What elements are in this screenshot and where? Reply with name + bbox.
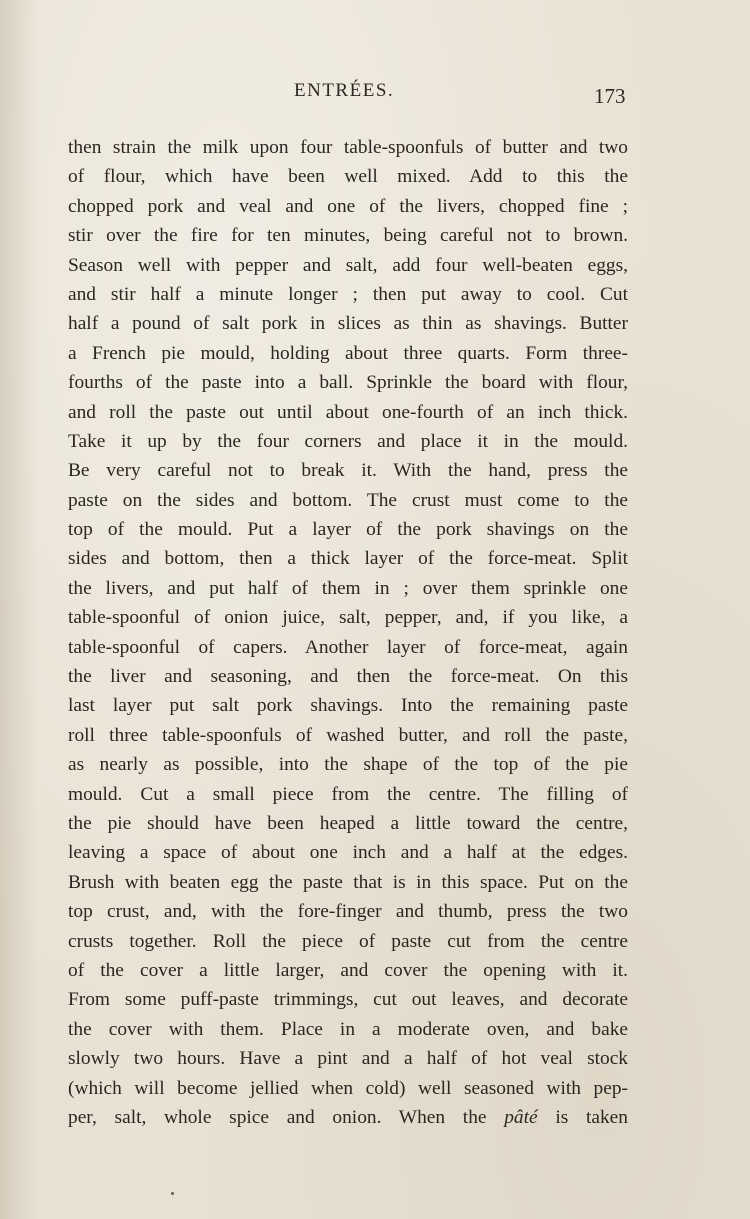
page-number: 173 <box>594 84 626 108</box>
text-line: crusts together. Roll the piece of paste cut from the centre <box>68 930 628 952</box>
text-line: top crust, and, with the fore-finger and thumb, press the two <box>68 901 628 923</box>
text-line: of the cover a little larger, and cover the opening with it. <box>68 959 628 981</box>
running-title: ENTRÉES. <box>294 80 395 101</box>
text-line-last <box>68 1103 628 1132</box>
text-line: mould. Cut a small piece from the centre. The filling of <box>68 783 628 805</box>
paper-speck <box>171 1192 174 1195</box>
text-line: table-spoonful of onion juice, salt, pepper, and, if you like, a <box>68 607 628 629</box>
text-line: the livers, and put half of them in ; over them sprinkle one <box>68 577 628 599</box>
text-line: as nearly as possible, into the shape of the top of the pie <box>68 754 628 776</box>
text-line: roll three table-spoonfuls of washed butter, and roll the paste, <box>68 724 628 746</box>
running-head <box>68 80 630 110</box>
text-line-last-after: is taken <box>555 1106 628 1128</box>
text-line: the pie should have been heaped a little toward the centre, <box>68 812 628 834</box>
text-line: of flour, which have been well mixed. Add to this the <box>68 166 628 188</box>
text-line: stir over the fire for ten minutes, being careful not to brown. <box>68 225 628 247</box>
text-line: slowly two hours. Have a pint and a half of hot veal stock <box>68 1048 628 1070</box>
text-line: From some puff-paste trimmings, cut out leaves, and decorate <box>68 989 628 1011</box>
text-line: Take it up by the four corners and place it in the mould. <box>68 430 628 452</box>
text-line: paste on the sides and bottom. The crust must come to the <box>68 489 628 511</box>
text-line: and stir half a minute longer ; then put away to cool. Cut <box>68 283 628 305</box>
text-line: a French pie mould, holding about three quarts. Form three- <box>68 342 628 364</box>
text-line: Season well with pepper and salt, add four well-beaten eggs, <box>68 254 628 276</box>
text-line: (which will become jellied when cold) well seasoned with pep- <box>68 1077 628 1099</box>
text-line: half a pound of salt pork in slices as thin as shavings. Butter <box>68 313 628 335</box>
text-line: Brush with beaten egg the paste that is in this space. Put on the <box>68 871 628 893</box>
body-text <box>68 133 628 1132</box>
text-line: the cover with them. Place in a moderate oven, and bake <box>68 1018 628 1040</box>
text-line: the liver and seasoning, and then the force-meat. On this <box>68 666 628 688</box>
text-line: leaving a space of about one inch and a half at the edges. <box>68 842 628 864</box>
text-line: top of the mould. Put a layer of the pork shavings on the <box>68 519 628 541</box>
text-line: Be very careful not to break it. With the hand, press the <box>68 460 628 482</box>
italic-term: pâté <box>504 1106 538 1128</box>
text-line-last-before: per, salt, whole spice and onion. When the <box>68 1106 487 1128</box>
text-line: sides and bottom, then a thick layer of the force-meat. Split <box>68 548 628 570</box>
text-line: fourths of the paste into a ball. Sprinkle the board with flour, <box>68 372 628 394</box>
text-line: and roll the paste out until about one-fourth of an inch thick. <box>68 401 628 423</box>
text-line: chopped pork and veal and one of the livers, chopped fine ; <box>68 195 628 217</box>
text-line: last layer put salt pork shavings. Into the remaining paste <box>68 695 628 717</box>
text-line: table-spoonful of capers. Another layer of force-meat, again <box>68 636 628 658</box>
text-line: then strain the milk upon four table-spoonfuls of butter and two <box>68 137 628 158</box>
